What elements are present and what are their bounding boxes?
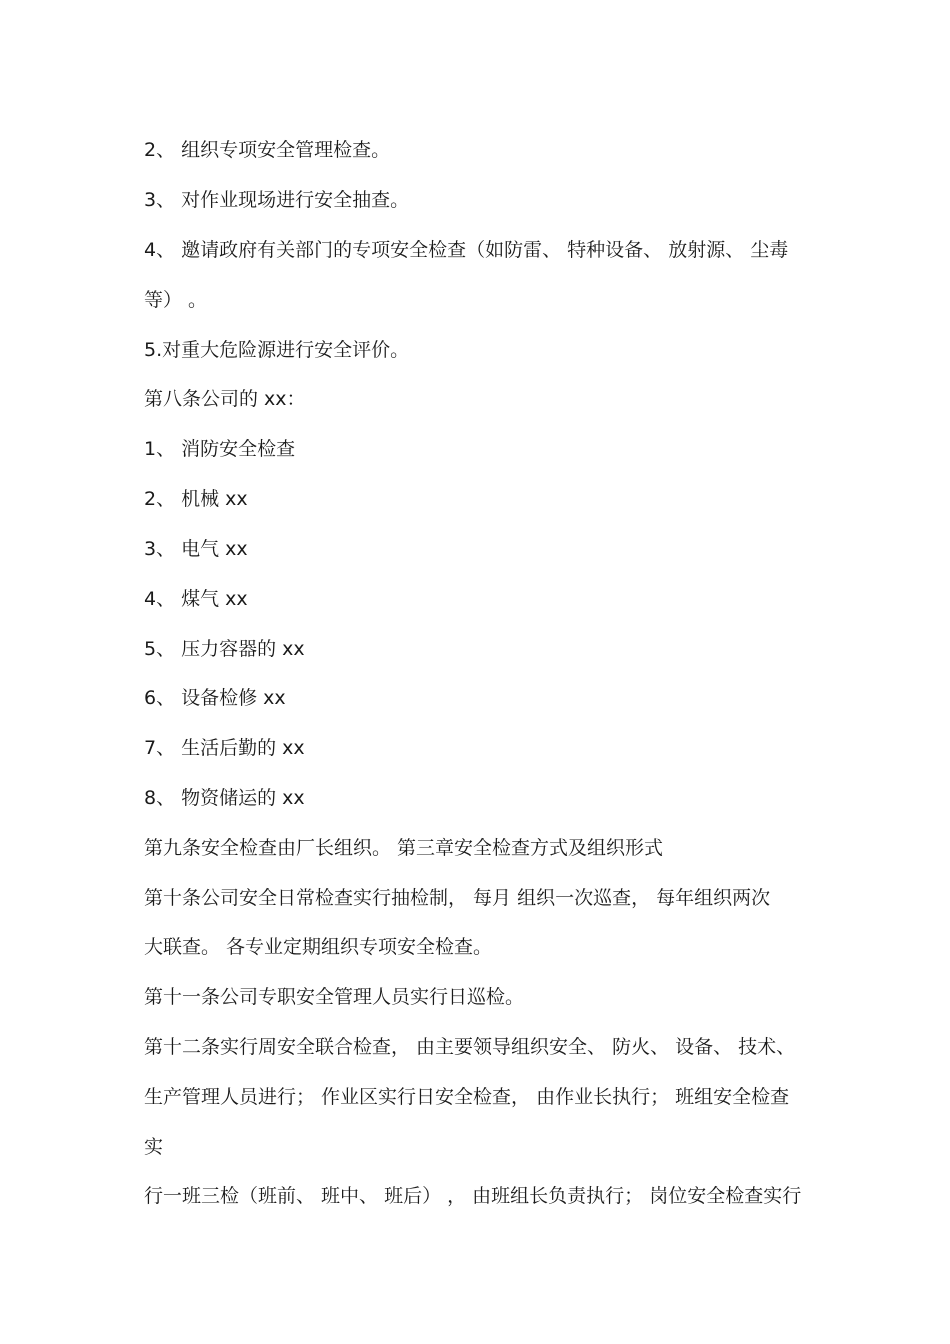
text-line: 行一班三检（班前、 班中、 班后） ， 由班组长负责执行； 岗位安全检查实行 [144,1185,802,1207]
text-line: 生产管理人员进行； 作业区实行日安全检查， 由作业长执行； 班组安全检查 [144,1086,790,1108]
list-item: 6、 设备检修 xx [144,687,286,709]
text-line: 大联查。 各专业定期组织专项安全检查。 [144,936,493,958]
text-line: 第九条安全检查由厂长组织。 第三章安全检查方式及组织形式 [144,837,664,859]
text-line: 2、 组织专项安全管理检查。 [144,139,391,161]
list-item: 1、 消防安全检查 [144,438,296,460]
list-item: 3、 电气 xx [144,538,248,560]
text-line: 等） 。 [144,289,208,311]
text-line: 4、 邀请政府有关部门的专项安全检查（如防雷、 特种设备、 放射源、 尘毒 [144,239,789,261]
list-item: 5、 压力容器的 xx [144,638,305,660]
section-heading: 第八条公司的 xx： [144,388,306,410]
text-line: 第十条公司安全日常检查实行抽检制， 每月 组织一次巡查， 每年组织两次 [144,887,771,909]
list-item: 4、 煤气 xx [144,588,248,610]
text-line: 5.对重大危险源进行安全评价。 [144,339,410,361]
list-item: 8、 物资储运的 xx [144,787,305,809]
list-item: 2、 机械 xx [144,488,248,510]
text-line: 3、 对作业现场进行安全抽查。 [144,189,410,211]
text-line: 第十一条公司专职安全管理人员实行日巡检。 [144,986,525,1008]
list-item: 7、 生活后勤的 xx [144,737,305,759]
text-line: 实 [144,1136,164,1158]
text-line: 第十二条实行周安全联合检查， 由主要领导组织安全、 防火、 设备、 技术、 [144,1036,796,1058]
